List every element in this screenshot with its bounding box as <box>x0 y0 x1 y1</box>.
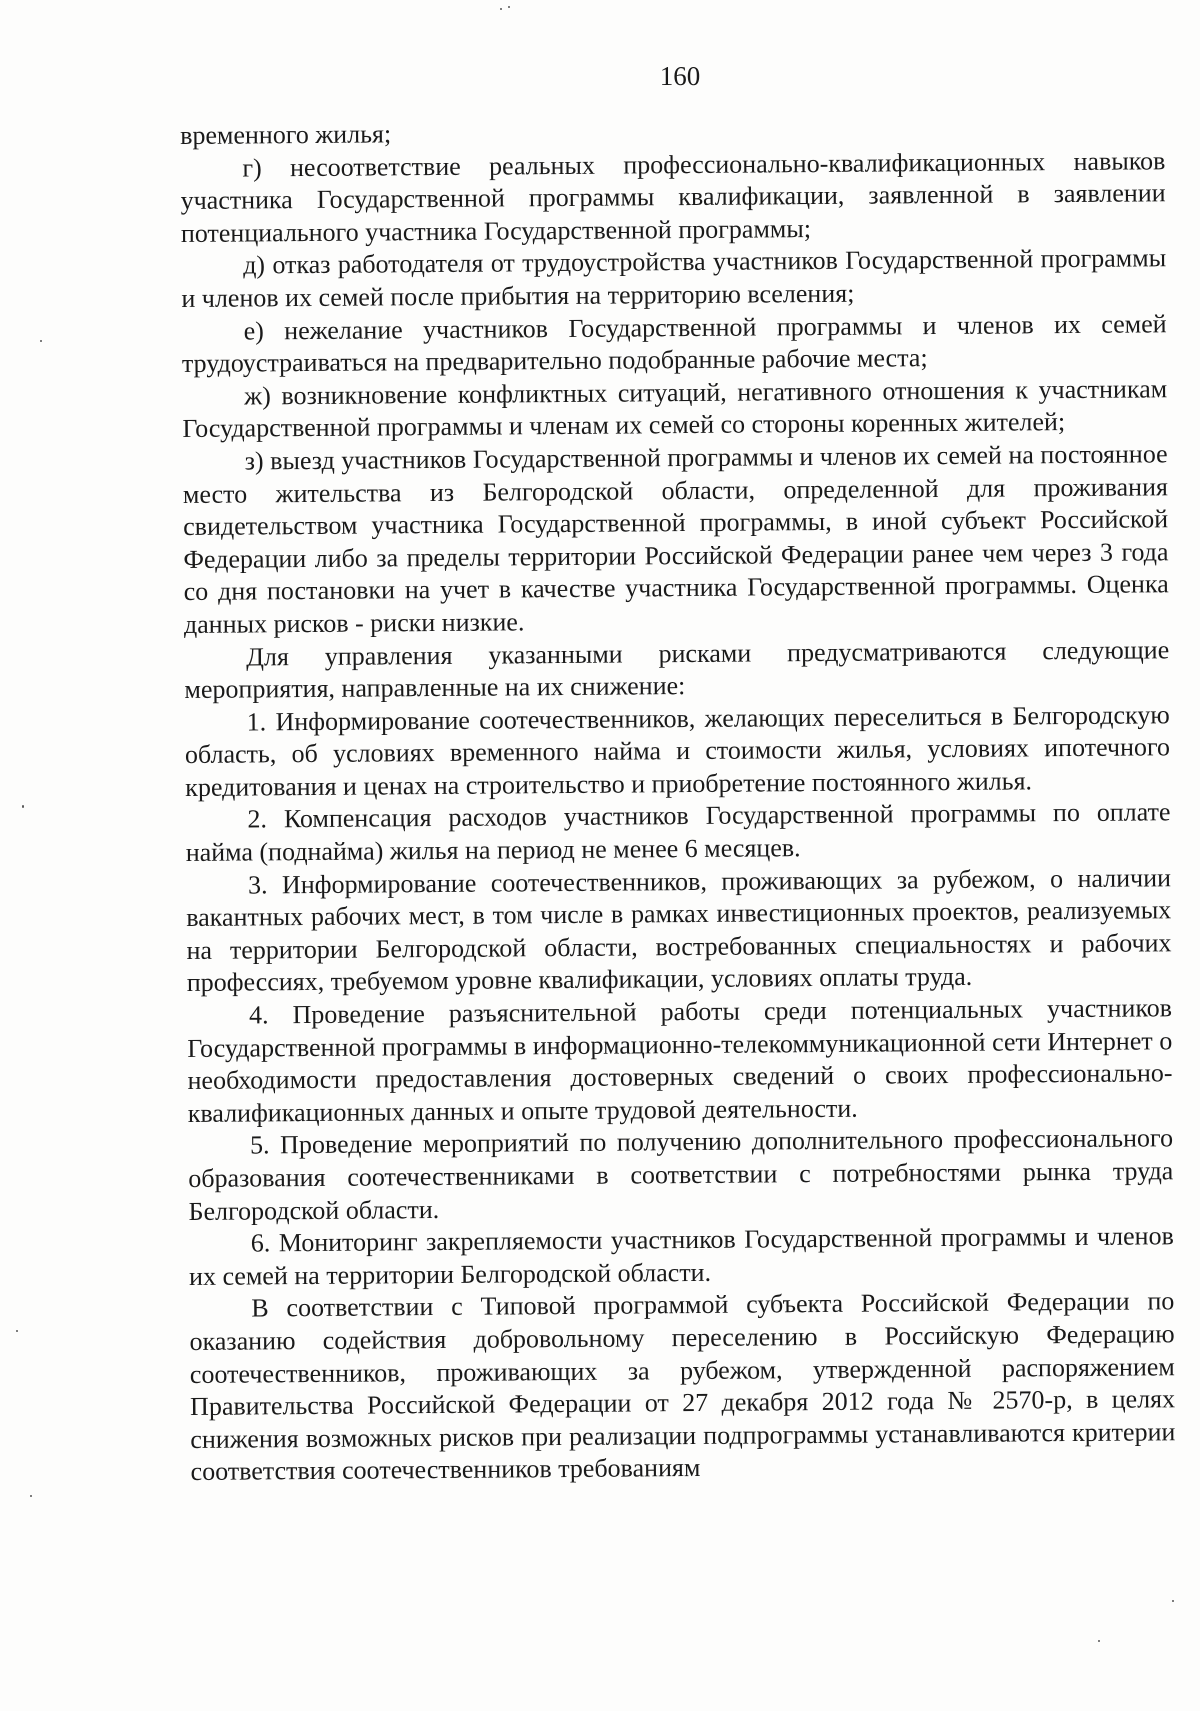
paragraph-risk-e: е) нежелание участников Государственной программы и членов их семей трудоустраиваться на предварительно подобранные рабочие места; <box>181 308 1167 379</box>
scan-speck <box>508 6 510 8</box>
paragraph-continuation: временного жилья; <box>180 119 392 150</box>
paragraph-risk-g: г) несоответствие реальных профессионально-квалификационных навыков участника Государственной программы квалификации, заявленной в заявлении потенциального участника Государственной программы; <box>180 145 1166 248</box>
page-number: 160 <box>659 61 701 91</box>
paragraph-criteria: В соответствии с Типовой программой субъекта Российской Федерации по оказанию содействия добровольному переселению в Российскую Федерацию соотечественников, проживающих за рубежом, утвержденной распоряжением Правительства Российской Федерации от 27 декабря 2012 года № 2570-р, в целях снижения возможных рисков при реализации подпрограммы устанавливаются критерии соответствия соотечественников требованиям <box>189 1286 1176 1487</box>
paragraph-measure-2: 2. Компенсация расходов участников Государственной программы по оплате найма (поднайма) жилья на период не менее 6 месяцев. <box>185 797 1171 868</box>
scan-speck <box>1098 1640 1100 1642</box>
paragraph-risk-z: з) выезд участников Государственной программы и членов их семей на постоянное место жительства из Белгородской области, определенной для проживания свидетельством участника Государственной программы, в иной субъект Российской Федерации либо за пределы территории Российской Федерации ранее чем через 3 года со дня постановки на учет в качестве участника Государственной программы. Оценка данных рисков - риски низкие. <box>182 439 1169 639</box>
scan-speck <box>40 340 42 342</box>
paragraph-risk-zh: ж) возникновение конфликтных ситуаций, негативного отношения к участникам Государственной программы и членам их семей со стороны коренных жителей; <box>182 374 1168 444</box>
scan-speck <box>500 8 502 10</box>
paragraph-measure-6: 6. Мониторинг закрепляемости участников Государственной программы и членов их семей на территории Белгородской области. <box>188 1221 1174 1291</box>
scan-speck <box>16 1330 18 1332</box>
paragraph-risk-d: д) отказ работодателя от трудоустройства участников Государственной программы и членов их семей после прибытия на территорию вселения; <box>181 243 1167 313</box>
paragraph-measure-4: 4. Проведение разъяснительной работы среди потенциальных участников Государственной программы в информационно-телекоммуникационной сети Интернет о необходимости предоставления достоверных сведений о своих профессионально-квалификационных данных и опыте трудовой деятельности. <box>187 993 1173 1128</box>
paragraph-measures-intro: Для управления указанными рисками предусматриваются следующие мероприятия, направленные на их снижение: <box>184 634 1170 705</box>
body-text <box>180 112 1176 1489</box>
scan-speck <box>30 1495 32 1497</box>
scan-speck <box>1172 1600 1174 1602</box>
paragraph-measure-3: 3. Информирование соотечественников, проживающих за рубежом, о наличии вакантных рабочих мест, в том числе в рамках инвестиционных проектов, реализуемых на территории Белгородской области, востребованных специальностях и рабочих профессиях, требуемом уровне квалификации, условиях оплаты труда. <box>186 862 1172 998</box>
paragraph-measure-1: 1. Информирование соотечественников, желающих переселиться в Белгородскую область, об условиях временного найма и стоимости жилья, условиях ипотечного кредитования и ценах на строительство и приобретение постоянного жилья. <box>184 699 1171 802</box>
paragraph-measure-5: 5. Проведение мероприятий по получению дополнительного профессионального образования соотечественниками в соответствии с потребностями рынка труда Белгородской области. <box>188 1123 1174 1226</box>
scan-speck <box>22 805 24 808</box>
